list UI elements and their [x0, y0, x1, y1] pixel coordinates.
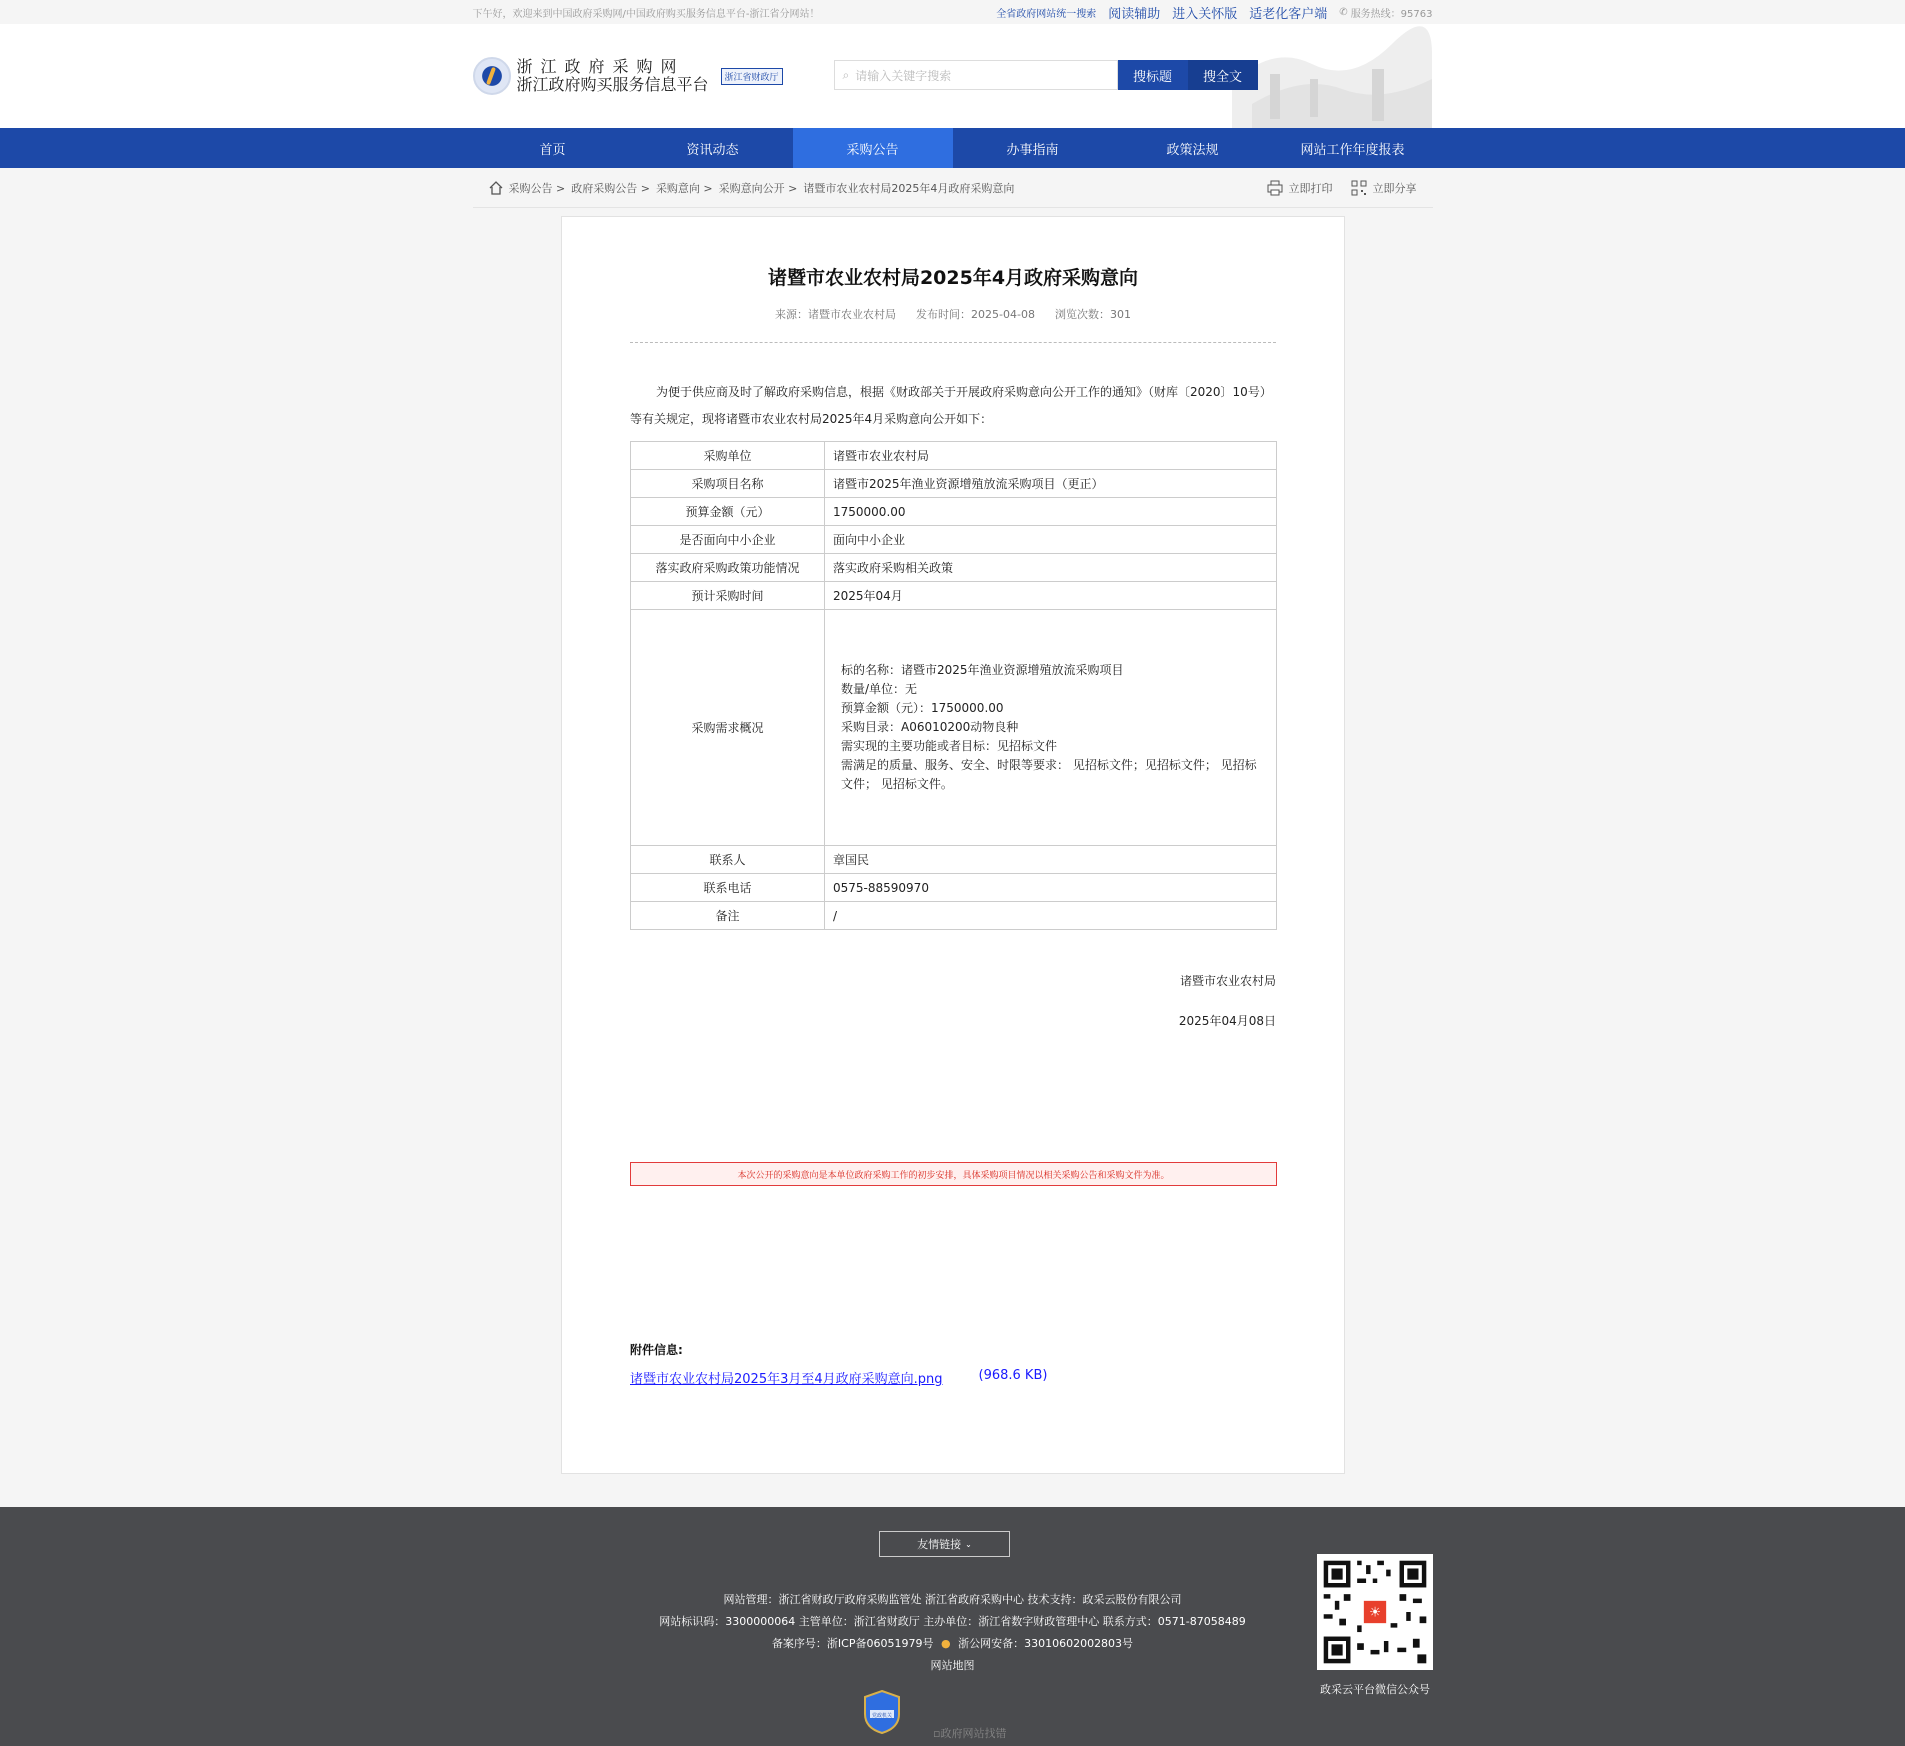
footer-line: 网站标识码：3300000064 主管单位：浙江省财政厅 主办单位：浙江省数字财政管理中心 联系方式：0571-87058489	[659, 1615, 1246, 1628]
signature-org: 诸暨市农业农村局	[1179, 974, 1276, 988]
footer-line-icp	[0, 1635, 1905, 1651]
print-button[interactable]	[1267, 180, 1333, 196]
phone-icon: ✆	[1339, 6, 1348, 18]
signature-date: 2025年04月08日	[1178, 1014, 1276, 1028]
intent-table	[630, 441, 1277, 930]
overview-line: 采购目录：A06010200动物良种	[841, 720, 1019, 734]
row-key: 采购项目名称	[631, 470, 825, 498]
table-row	[631, 902, 1277, 930]
attachment-size: (968.6 KB)	[978, 1368, 1048, 1383]
greeting-text: 下午好，欢迎来到中国政府采购网/中国政府购买服务信息平台-浙江省分网站！	[472, 8, 820, 20]
hotline	[1339, 5, 1432, 20]
article-date: 发布时间：2025-04-08	[916, 308, 1035, 321]
row-key: 预算金额（元）	[631, 498, 825, 526]
row-key: 落实政府采购政策功能情况	[631, 554, 825, 582]
table-row	[631, 498, 1277, 526]
broken-image-icon: ▫	[933, 1727, 941, 1740]
breadcrumb-bar	[0, 168, 1905, 208]
row-value: 2025年04月	[825, 582, 1277, 610]
table-row	[631, 442, 1277, 470]
nav-news[interactable]: 资讯动态	[686, 142, 739, 158]
breadcrumb-item[interactable]: 采购公告 >	[508, 181, 566, 195]
search-box	[834, 60, 1258, 90]
find-error-image[interactable]	[933, 1725, 1006, 1741]
breadcrumb-item[interactable]: 采购意向 >	[655, 181, 713, 195]
article-title: 诸暨市农业农村局2025年4月政府采购意向	[767, 267, 1139, 289]
header	[0, 24, 1905, 128]
reading-aid-link[interactable]: 阅读辅助	[1108, 6, 1161, 22]
emblem-icon	[473, 57, 511, 95]
nav-annual-report[interactable]: 网站工作年度报表	[1300, 142, 1405, 158]
nav-procurement-notices[interactable]: 采购公告	[793, 128, 953, 168]
site-logo[interactable]	[473, 57, 783, 95]
police-record-link[interactable]: 浙公网安备：33010602002803号	[958, 1637, 1134, 1650]
article-intro: 为便于供应商及时了解政府采购信息，根据《财政部关于开展政府采购意向公开工作的通知》（财库〔2020〕10号）等有关规定，现将诸暨市农业农村局2025年4月采购意向公开如下：	[630, 385, 1272, 426]
footer	[0, 1507, 1905, 1746]
wechat-qrcode	[1317, 1554, 1433, 1670]
row-key: 备注	[631, 902, 825, 930]
main-nav	[0, 128, 1905, 168]
row-value: /	[825, 902, 1277, 930]
party-badge-text: 党政机关	[871, 1713, 893, 1719]
elderly-client-link[interactable]: 适老化客户端	[1249, 6, 1328, 22]
nav-home[interactable]: 首页	[539, 142, 566, 158]
attachment-title: 附件信息:	[630, 1343, 683, 1357]
svg-text:☀: ☀	[1369, 1605, 1381, 1621]
care-mode-link[interactable]: 进入关怀版	[1172, 6, 1238, 22]
printer-icon	[1267, 180, 1283, 196]
disclaimer-notice: 本次公开的采购意向是本单位政府采购工作的初步安排，具体采购项目情况以相关采购公告和采购文件为准。	[630, 1162, 1277, 1186]
overview-line: 预算金额（元）：1750000.00	[841, 701, 1004, 715]
attachment-link[interactable]: 诸暨市农业农村局2025年3月至4月政府采购意向.png	[630, 1372, 943, 1387]
table-row	[631, 846, 1277, 874]
party-gov-badge-icon[interactable]	[864, 1690, 900, 1734]
row-value: 诸暨市2025年渔业资源增殖放流采购项目（更正）	[825, 470, 1277, 498]
table-row	[631, 874, 1277, 902]
breadcrumb-item[interactable]: 政府采购公告 >	[571, 181, 650, 195]
search-title-button[interactable]: 搜标题	[1118, 60, 1188, 90]
chevron-down-icon: ⌄	[965, 1539, 972, 1549]
row-value: 诸暨市农业农村局	[825, 442, 1277, 470]
row-value: 面向中小企业	[825, 526, 1277, 554]
breadcrumb-item[interactable]: 采购意向公开 >	[718, 181, 798, 195]
breadcrumb-current: 诸暨市农业农村局2025年4月政府采购意向	[803, 181, 1015, 195]
table-row	[631, 582, 1277, 610]
row-value: 章国民	[825, 846, 1277, 874]
table-row	[631, 470, 1277, 498]
overview-line: 数量/单位：无	[841, 682, 918, 696]
article-panel	[561, 216, 1345, 1474]
divider	[630, 342, 1276, 343]
share-label: 立即分享	[1372, 181, 1417, 195]
find-error-alt: 政府网站找错	[940, 1727, 1007, 1740]
article-meta	[562, 306, 1344, 322]
attachment-row	[630, 1368, 1047, 1387]
friend-links-dropdown[interactable]	[879, 1531, 1010, 1557]
finance-dept-badge: 浙江省财政厅	[721, 68, 783, 85]
row-value: 0575-88590970	[825, 874, 1277, 902]
sitemap-link[interactable]: 网站地图	[930, 1659, 975, 1672]
row-value: 1750000.00	[825, 498, 1277, 526]
overview-line: 需满足的质量、服务、安全、时限等要求： 见招标文件；见招标文件； 见招标文件； 见招标文件。	[841, 758, 1257, 791]
table-row	[631, 526, 1277, 554]
site-title: 浙江政府采购网	[516, 57, 685, 76]
row-key: 采购单位	[631, 442, 825, 470]
table-row	[631, 554, 1277, 582]
police-badge-icon: ●	[940, 1637, 951, 1650]
footer-line: 网站管理：浙江省财政厅政府采购监管处 浙江省政府采购中心 技术支持：政采云股份有限公司	[723, 1593, 1182, 1606]
search-icon: ⌕	[842, 67, 850, 82]
home-icon[interactable]	[489, 181, 503, 195]
print-label: 立即打印	[1288, 181, 1333, 195]
nav-guides[interactable]: 办事指南	[1006, 142, 1059, 158]
unified-search-link[interactable]: 全省政府网站统一搜索	[996, 8, 1097, 20]
search-input[interactable]	[834, 60, 1118, 90]
overview-line: 标的名称：诸暨市2025年渔业资源增殖放流采购项目	[841, 663, 1124, 677]
row-value: 落实政府采购相关政策	[825, 554, 1277, 582]
nav-policies[interactable]: 政策法规	[1166, 142, 1219, 158]
row-key: 预计采购时间	[631, 582, 825, 610]
article-views: 浏览次数：301	[1054, 308, 1131, 321]
breadcrumb	[489, 180, 1015, 196]
row-key: 联系电话	[631, 874, 825, 902]
friend-links-label: 友情链接	[917, 1538, 962, 1551]
article-source: 来源：诸暨市农业农村局	[775, 308, 897, 321]
row-key: 联系人	[631, 846, 825, 874]
row-key: 采购需求概况	[631, 610, 825, 846]
icp-link[interactable]: 备案序号：浙ICP备06051979号	[771, 1637, 934, 1650]
overview-line: 需实现的主要功能或者目标：见招标文件	[841, 739, 1058, 753]
qrcode-caption: 政采云平台微信公众号	[1320, 1683, 1430, 1696]
row-key: 是否面向中小企业	[631, 526, 825, 554]
qrcode-icon	[1351, 180, 1367, 196]
search-fulltext-button[interactable]: 搜全文	[1188, 60, 1258, 90]
site-subtitle: 浙江政府购买服务信息平台	[516, 75, 709, 94]
share-button[interactable]	[1351, 180, 1417, 196]
hotline-text: 服务热线：95763	[1350, 8, 1433, 20]
search-placeholder: 请输入关键字搜索	[855, 68, 952, 83]
overview-cell	[825, 610, 1277, 846]
top-bar	[0, 0, 1905, 24]
table-row	[631, 610, 1277, 846]
